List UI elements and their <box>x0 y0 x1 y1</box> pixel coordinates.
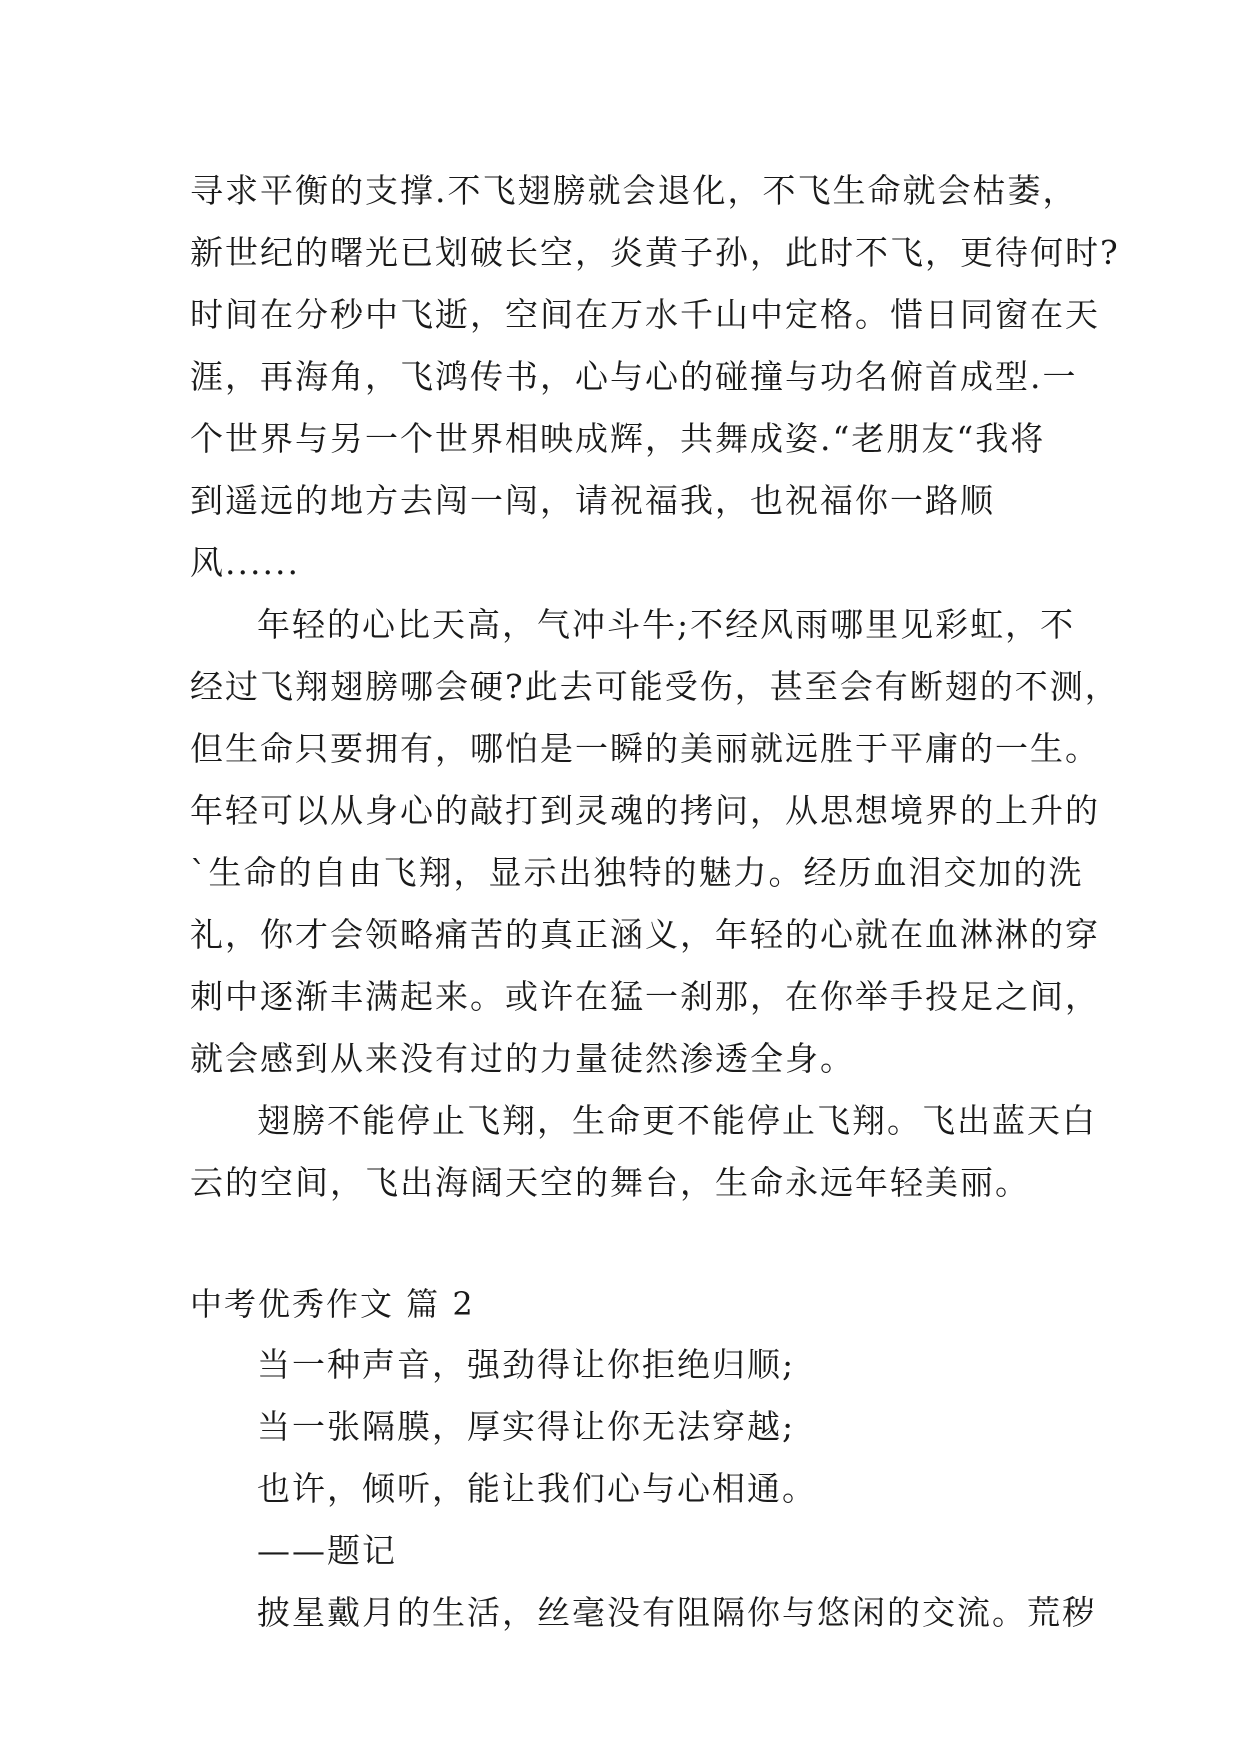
text-line: 到遥远的地方去闯一闯，请祝福我，也祝福你一路顺 <box>190 481 995 520</box>
poem-line: 当一张隔膜，厚实得让你无法穿越; <box>257 1407 796 1446</box>
text-line: 刺中逐渐丰满起来。或许在猛一刹那，在你举手投足之间， <box>190 977 1100 1016</box>
essay-body <box>190 160 1120 1644</box>
text-line: 经过飞翔翅膀哪会硬?此去可能受伤，甚至会有断翅的不测， <box>190 667 1120 706</box>
text-line: 寻求平衡的支撑.不飞翅膀就会退化，不飞生命就会枯萎， <box>190 171 1078 210</box>
section-title: 中考优秀作文 篇 2 <box>190 1285 475 1323</box>
text-line: 涯，再海角，飞鸿传书，心与心的碰撞与功名俯首成型.一 <box>190 357 1078 396</box>
epigraph-attribution: ——题记 <box>257 1531 397 1570</box>
poem-epigraph <box>190 1334 1097 1644</box>
text-line: `生命的自由飞翔，显示出独特的魅力。经历血泪交加的洗 <box>190 853 1084 892</box>
section-spacer <box>190 1214 1070 1274</box>
text-line: 年轻的心比天高，气冲斗牛;不经风雨哪里见彩虹，不 <box>257 605 1076 644</box>
paragraph-1 <box>190 160 1120 594</box>
text-line: 时间在分秒中飞逝，空间在万水千山中定格。惜日同窗在天 <box>190 295 1100 334</box>
text-line: 披星戴月的生活，丝毫没有阻隔你与悠闲的交流。荒秽 <box>257 1593 1097 1632</box>
text-line: 年轻可以从身心的敲打到灵魂的拷问，从思想境界的上升的 <box>190 791 1100 830</box>
text-line: 个世界与另一个世界相映成辉，共舞成姿.“老朋友“我将 <box>190 419 1046 458</box>
paragraph-3 <box>190 1090 1097 1214</box>
poem-line: 也许，倾听，能让我们心与心相通。 <box>257 1469 817 1508</box>
paragraph-2 <box>190 594 1120 1090</box>
text-line: 云的空间，飞出海阔天空的舞台，生命永远年轻美丽。 <box>190 1163 1030 1202</box>
text-line: 就会感到从来没有过的力量徒然渗透全身。 <box>190 1039 855 1078</box>
text-line: 风...... <box>190 543 300 582</box>
text-line: 翅膀不能停止飞翔，生命更不能停止飞翔。飞出蓝天白 <box>257 1101 1097 1140</box>
text-line: 礼，你才会领略痛苦的真正涵义，年轻的心就在血淋淋的穿 <box>190 915 1100 954</box>
text-line: 但生命只要拥有，哪怕是一瞬的美丽就远胜于平庸的一生。 <box>190 729 1100 768</box>
text-line: 新世纪的曙光已划破长空，炎黄子孙，此时不飞，更待何时? <box>190 233 1120 272</box>
poem-line: 当一种声音，强劲得让你拒绝归顺; <box>257 1345 796 1384</box>
